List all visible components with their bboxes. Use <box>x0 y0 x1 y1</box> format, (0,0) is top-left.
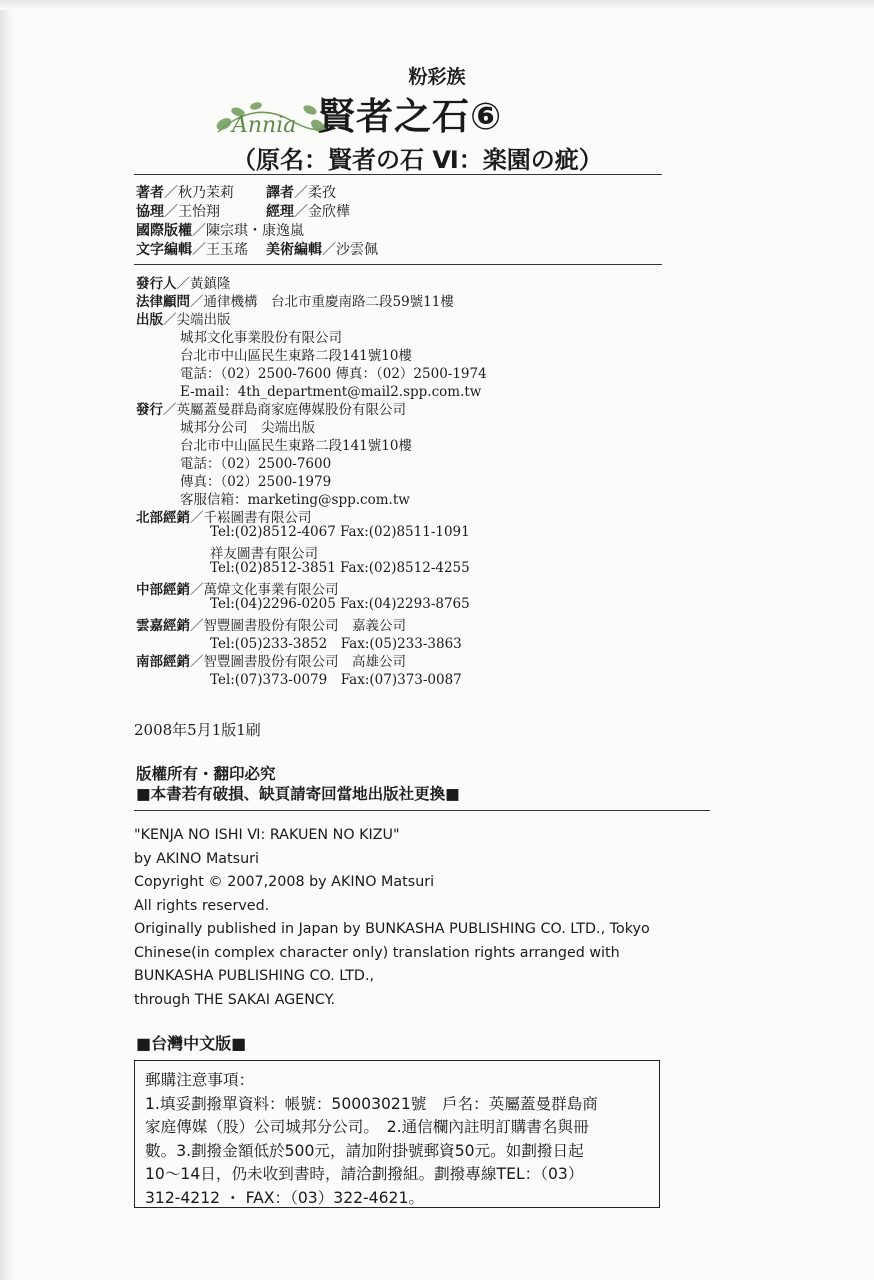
english-copyright <box>134 824 650 1012</box>
publisher-line: 發行／英屬蓋曼群島商家庭傳媒股份有限公司 <box>136 402 406 418</box>
credit-row <box>136 184 378 203</box>
publisher-line: 傳真：（02）2500-1979 <box>180 474 332 490</box>
credit-label: 著者 <box>136 185 164 201</box>
credit-label: 美術編輯 <box>266 242 322 258</box>
credit-value: ／王玉瑤 <box>192 242 248 258</box>
publisher-line: 法律顧問／通律機構 台北市重慶南路二段59號11樓 <box>136 294 454 310</box>
publisher-line: 電話：（02）2500-7600 傳真：（02）2500-1974 <box>180 366 487 382</box>
credit-row <box>136 222 378 241</box>
publisher-line: 祥友圖書有限公司 <box>210 546 318 562</box>
publisher-line: 台北市中山區民生東路二段141號10樓 <box>180 438 412 454</box>
rights-notice <box>136 764 460 804</box>
mail-order-line: 1.填妥劃撥單資料：帳號：50003021號 戶名：英屬蓋曼群島商 <box>145 1094 598 1113</box>
edition-date: 2008年5月1版1刷 <box>134 721 261 739</box>
book-title: 賢者之石⑥ <box>318 95 503 138</box>
publisher-line: 北部經銷／千崧圖書有限公司 <box>136 510 312 526</box>
english-line: All rights reserved. <box>134 897 270 914</box>
credit-value: ／王怡翔 <box>164 204 220 220</box>
credit-label: 協理 <box>136 204 164 220</box>
publisher-line: 城邦文化事業股份有限公司 <box>180 330 342 346</box>
credit-label: 譯者 <box>266 185 294 201</box>
rights-line: 版權所有・翻印必究 <box>136 765 276 783</box>
english-line: Copyright © 2007,2008 by AKINO Matsuri <box>134 874 435 890</box>
publisher-line: Tel:(02)8512-4067 Fax:(02)8511-1091 <box>210 524 470 540</box>
mail-order-box <box>134 1060 660 1208</box>
mail-order-line: 10～14日，仍未收到書時，請洽劃撥組。劃撥專線TEL：（03） <box>145 1165 584 1183</box>
mail-order-line: 郵購注意事項： <box>145 1071 255 1089</box>
publisher-line: Tel:(07)373-0079 Fax:(07)373-0087 <box>210 672 462 688</box>
series-name: 粉彩族 <box>408 66 466 88</box>
credit-value: ／陳宗琪・康逸嵐 <box>192 223 304 239</box>
credit-value: ／秋乃茉莉 <box>164 185 234 201</box>
publisher-line: 發行人／黃鎮隆 <box>136 276 231 292</box>
publisher-line: 雲嘉經銷／智豐圖書股份有限公司 嘉義公司 <box>136 618 406 634</box>
publisher-line: 台北市中山區民生東路二段141號10樓 <box>180 348 412 364</box>
publisher-line: 中部經銷／萬煒文化事業有限公司 <box>136 582 339 598</box>
publisher-line: Tel:(05)233-3852 Fax:(05)233-3863 <box>210 636 462 652</box>
divider-bottom <box>134 810 710 811</box>
mail-order-line: 數。3.劃撥金額低於500元，請加附掛號郵資50元。如劃撥日起 <box>145 1141 584 1160</box>
publisher-line: 電話：（02）2500-7600 <box>180 456 332 472</box>
english-line: Originally published in Japan by BUNKASHA PUBLISHING CO. LTD., Tokyo <box>134 921 650 937</box>
publisher-line: Tel:(04)2296-0205 Fax:(04)2293-8765 <box>210 596 470 612</box>
credits-table <box>136 184 378 260</box>
logo-text: Annia <box>232 113 297 138</box>
mail-order-line: 家庭傳媒（股）公司城邦分公司。 2.通信欄內註明訂購書名與冊 <box>145 1118 589 1136</box>
english-line: BUNKASHA PUBLISHING CO. LTD., <box>134 968 375 984</box>
publisher-line: 南部經銷／智豐圖書股份有限公司 高雄公司 <box>136 654 406 670</box>
divider-middle <box>134 264 662 265</box>
credit-label: 文字編輯 <box>136 242 192 258</box>
credit-value: ／金欣樺 <box>294 204 350 220</box>
credit-row <box>136 241 378 260</box>
credit-value: ／沙雲佩 <box>322 242 378 258</box>
page-edge-shadow <box>0 0 14 1280</box>
english-line: "KENJA NO ISHI Ⅵ: RAKUEN NO KIZU" <box>134 827 400 843</box>
mail-order-line: 312-4212 ・ FAX：（03）322-4621。 <box>145 1188 424 1207</box>
publisher-line: 城邦分公司 尖端出版 <box>180 420 315 436</box>
english-line: through THE SAKAI AGENCY. <box>134 991 336 1008</box>
credit-value: ／柔孜 <box>294 185 336 201</box>
english-line: by AKINO Matsuri <box>134 850 260 867</box>
credit-label: 國際版權 <box>136 223 192 239</box>
original-title: （原名：賢者の石 Ⅵ：楽園の疵） <box>232 146 603 174</box>
publisher-line: Tel:(02)8512-3851 Fax:(02)8512-4255 <box>210 560 470 576</box>
annia-leaf-logo <box>214 98 328 144</box>
publisher-line: 出版／尖端出版 <box>136 312 231 328</box>
publisher-line: 客服信箱：marketing@spp.com.tw <box>180 492 410 508</box>
english-line: Chinese(in complex character only) translation rights arranged with <box>134 944 620 961</box>
publisher-line: E-mail：4th_department@mail2.spp.com.tw <box>180 384 482 400</box>
taiwan-edition-label: ■台灣中文版■ <box>136 1034 247 1053</box>
credit-label: 經理 <box>266 204 294 220</box>
divider-top <box>134 174 662 175</box>
credit-row <box>136 203 378 222</box>
page-top-shadow <box>0 0 874 10</box>
rights-line: ■本書若有破損、缺頁請寄回當地出版社更換■ <box>136 785 460 803</box>
